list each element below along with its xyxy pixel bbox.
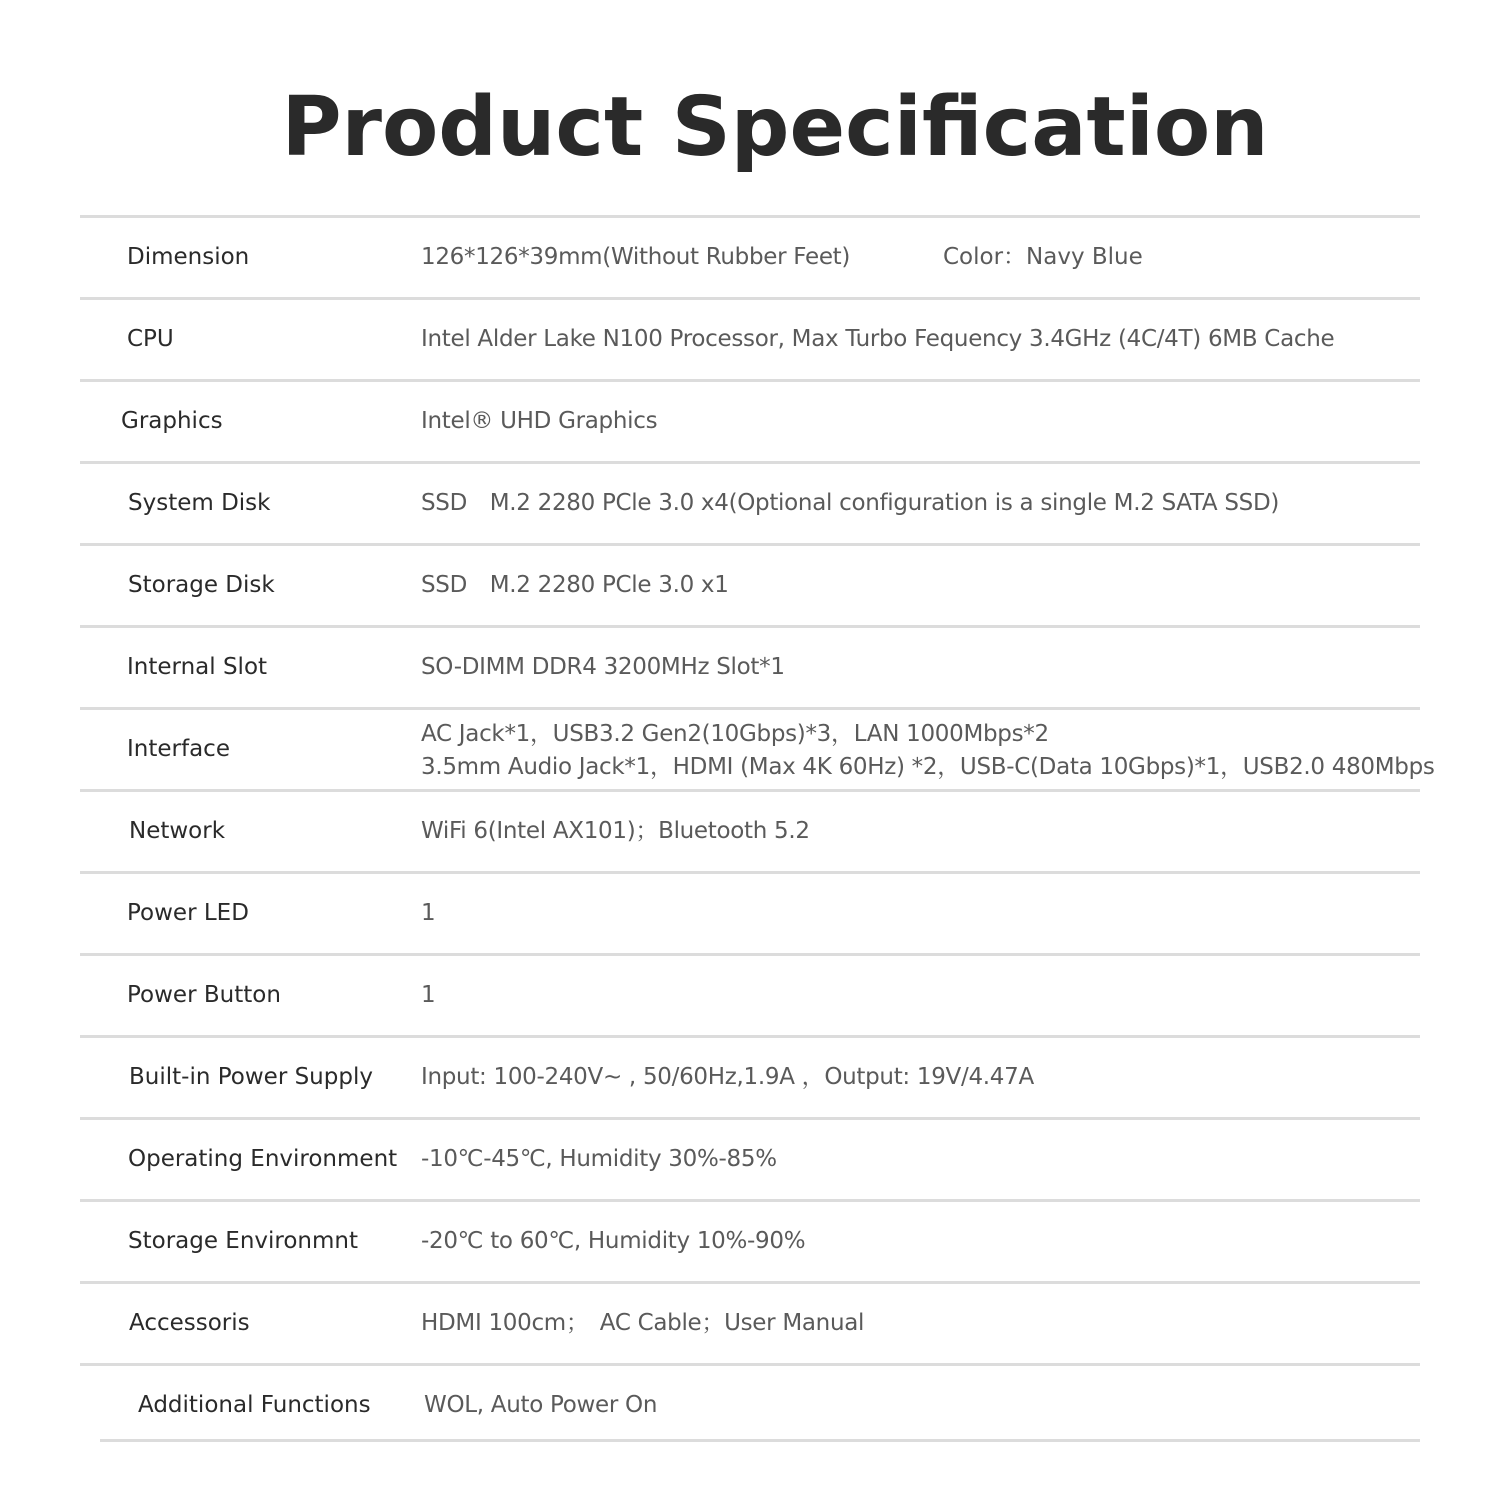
spec-label: Operating Environment xyxy=(128,1146,398,1172)
spec-value-line: 3.5mm Audio Jack*1，HDMI (Max 4K 60Hz) *2，USB-C(Data 10Gbps)*1，USB2.0 480Mbps xyxy=(421,754,1435,780)
spec-row-storage-disk xyxy=(80,546,1420,628)
spec-label: Power LED xyxy=(127,900,249,926)
spec-value: -10℃-45℃, Humidity 30%-85% xyxy=(421,1146,777,1172)
spec-label: Storage Environmnt xyxy=(128,1228,359,1254)
spec-row-additional-functions xyxy=(80,1366,1420,1445)
spec-row-cpu xyxy=(80,300,1420,382)
spec-table xyxy=(80,215,1435,1445)
spec-value: SSD M.2 2280 PCle 3.0 x4(Optional configuration is a single M.2 SATA SSD) xyxy=(421,490,1280,516)
spec-value: WiFi 6(Intel AX101)；Bluetooth 5.2 xyxy=(421,818,810,844)
spec-value: -20℃ to 60℃, Humidity 10%-90% xyxy=(421,1228,806,1254)
spec-value: Intel® UHD Graphics xyxy=(421,408,658,434)
spec-row-dimension xyxy=(80,218,1420,300)
spec-row-graphics xyxy=(80,382,1420,464)
spec-value: HDMI 100cm； AC Cable；User Manual xyxy=(421,1310,865,1336)
spec-value xyxy=(421,718,1435,784)
spec-value: WOL, Auto Power On xyxy=(424,1392,658,1418)
spec-value: 1 xyxy=(421,900,436,926)
spec-label: Built-in Power Supply xyxy=(129,1064,373,1090)
spec-value: Intel Alder Lake N100 Processor, Max Turbo Fequency 3.4GHz (4C/4T) 6MB Cache xyxy=(421,326,1335,352)
spec-row-operating-environment xyxy=(80,1120,1420,1202)
spec-label: Additional Functions xyxy=(138,1392,371,1418)
spec-value: SSD M.2 2280 PCle 3.0 x1 xyxy=(421,572,729,598)
spec-label: CPU xyxy=(127,326,174,352)
spec-label: Dimension xyxy=(127,244,250,270)
table-bottom-divider xyxy=(100,1439,1420,1442)
spec-label: Storage Disk xyxy=(128,572,275,598)
spec-label: Internal Slot xyxy=(127,654,268,680)
spec-color-value: Color：Navy Blue xyxy=(943,244,1143,270)
spec-row-accessories xyxy=(80,1284,1420,1366)
spec-row-interface xyxy=(80,710,1435,792)
spec-label: Network xyxy=(129,818,226,844)
spec-row-storage-environment xyxy=(80,1202,1420,1284)
spec-label: System Disk xyxy=(128,490,271,516)
spec-row-internal-slot xyxy=(80,628,1420,710)
spec-row-power-button xyxy=(80,956,1420,1038)
spec-label: Accessoris xyxy=(129,1310,250,1336)
spec-label: Power Button xyxy=(127,982,281,1008)
spec-row-power-led xyxy=(80,874,1420,956)
spec-row-power-supply xyxy=(80,1038,1420,1120)
spec-row-network xyxy=(80,792,1420,874)
spec-label: Interface xyxy=(127,736,230,762)
spec-value: SO-DIMM DDR4 3200MHz Slot*1 xyxy=(421,654,785,680)
page-title: Product Specification xyxy=(281,80,1269,175)
spec-value: 1 xyxy=(421,982,436,1008)
spec-row-system-disk xyxy=(80,464,1420,546)
spec-label: Graphics xyxy=(121,408,223,434)
spec-value-line: AC Jack*1，USB3.2 Gen2(10Gbps)*3，LAN 1000Mbps*2 xyxy=(421,721,1049,747)
spec-value: Input: 100-240V~ , 50/60Hz,1.9A ，Output: 19V/4.47A xyxy=(421,1064,1034,1090)
spec-value: 126*126*39mm(Without Rubber Feet) xyxy=(421,244,851,270)
